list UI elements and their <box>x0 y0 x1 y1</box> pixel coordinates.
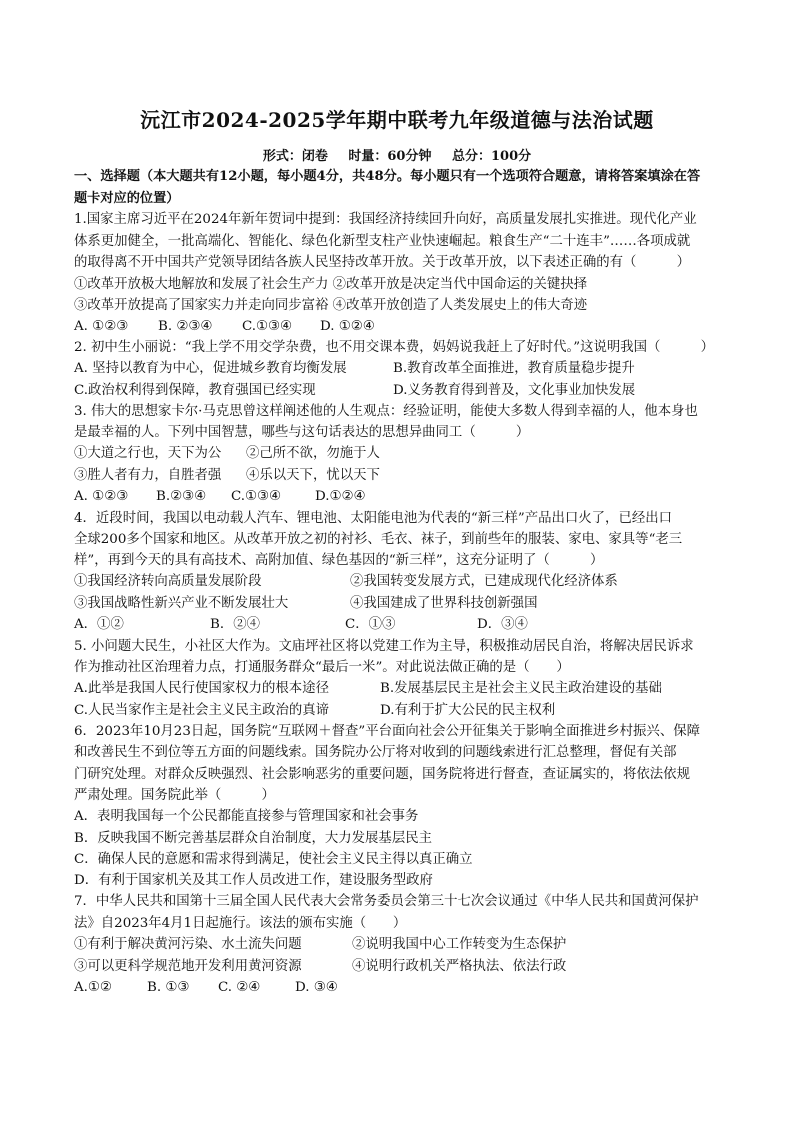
q3-answer-d: D.①②④ <box>315 489 366 504</box>
q7-answer-d: D. ③④ <box>295 980 338 995</box>
q1-statement-line: ①改革开放极大地解放和发展了社会生产力 ②改革开放是决定当代中国命运的关键抉择 <box>74 277 588 292</box>
q1-stem-line: 1.国家主席习近平在2024年新年贺词中提到：我国经济持续回升向好，高质量发展扎实推进。现代化产业 <box>74 212 697 227</box>
q1-answer-a: A. ①②③ <box>74 319 129 334</box>
q4-answer-d: D．③④ <box>477 617 528 632</box>
q7-statement-3: ③可以更科学规范地开发利用黄河资源 <box>74 959 302 974</box>
q7-answer-c: C. ②④ <box>218 980 261 995</box>
q1-stem-line: 的取得离不开中国共产党领导团结各族人民坚持改革开放。关于改革开放，以下表述正确的有（ ） <box>74 255 690 270</box>
q4-answer-b: B．②④ <box>210 617 261 632</box>
q4-statement-1: ①我国经济转向高质量发展阶段 <box>74 574 262 589</box>
q6-option-c: C．确保人民的意愿和需求得到满足，使社会主义民主得以真正确立 <box>74 852 473 867</box>
q7-answer-a: A.①② <box>74 980 112 995</box>
q1-answer-b: B. ②③④ <box>158 319 213 334</box>
q1-statement-line: ③改革开放提高了国家实力并走向同步富裕 ④改革开放创造了人类发展史上的伟大奇迹 <box>74 298 588 313</box>
q3-answer-c: C.①③④ <box>231 489 282 504</box>
q4-statement-3: ③我国战略性新兴产业不断发展壮大 <box>74 596 289 611</box>
q2-option-c: C.政治权利得到保障，教育强国已经实现 <box>74 383 316 398</box>
q6-option-b: B．反映我国不断完善基层群众自治制度，大力发展基层民主 <box>74 831 432 846</box>
q3-statement-1: ①大道之行也，天下为公 <box>74 446 222 461</box>
q3-statement-3: ③胜人者有力，自胜者强 <box>74 468 222 483</box>
q4-stem-line: 4．近段时间，我国以电动载人汽车、锂电池、太阳能电池为代表的“新三样”产品出口火了，已经出口 <box>74 511 673 526</box>
q3-statement-2: ②己所不欲，勿施于人 <box>246 446 380 461</box>
exam-total-score: 总分：100分 <box>452 149 532 164</box>
q4-answer-c: C．①③ <box>345 617 396 632</box>
section-heading: 一、选择题（本大题共有12小题，每小题4分，共48分。每小题只有一个选项符合题意，请将答案填涂在答 <box>74 169 701 184</box>
q5-option-b: B.发展基层民主是社会主义民主政治建设的基础 <box>380 681 662 696</box>
page-title: 沅江市2024-2025学年期中联考九年级道德与法治试题 <box>140 108 654 132</box>
q4-stem-line: 样”，再到今天的具有高技术、高附加值、绿色基因的“新三样”，这充分证明了（ ） <box>74 553 604 568</box>
q1-stem-line: 体系更加健全，一批高端化、智能化、绿色化新型支柱产业快速崛起。粮食生产“二十连丰”……各项成就 <box>74 234 691 249</box>
q7-stem-line: 法》自2023年4月1日起施行。该法的颁布实施（ ） <box>74 916 407 931</box>
q7-statement-1: ①有利于解决黄河污染、水土流失问题 <box>74 937 302 952</box>
q3-answer-b: B.②③④ <box>156 489 207 504</box>
section-heading-cont: 题卡对应的位置） <box>74 191 180 206</box>
q5-option-a: A.此举是我国人民行使国家权力的根本途径 <box>74 681 329 696</box>
q3-stem-line: 3. 伟大的思想家卡尔·马克思曾这样阐述他的人生观点：经验证明，能使大多数人得到幸福的人，他本身也 <box>74 404 698 419</box>
q7-statement-4: ④说明行政机关严格执法、依法行政 <box>352 959 567 974</box>
q6-option-a: A．表明我国每一个公民都能直接参与管理国家和社会事务 <box>74 809 419 824</box>
q3-stem-line: 是最幸福的人。下列中国智慧，哪些与这句话表达的思想异曲同工（ ） <box>74 425 530 440</box>
q1-answer-c: C.①③④ <box>242 319 293 334</box>
q4-statement-4: ④我国建成了世界科技创新强国 <box>350 596 538 611</box>
q5-stem-line: 5. 小问题大民生，小社区大作为。文庙坪社区将以党建工作为主导，积极推动居民自治，将解决居民诉求 <box>74 639 694 654</box>
q5-option-c: C.人民当家作主是社会主义民主政治的真谛 <box>74 703 330 718</box>
q2-stem-line: 2. 初中生小丽说：“我上学不用交学杂费，也不用交课本费，妈妈说我赶上了好时代。”这说明我国（ ） <box>74 340 714 355</box>
q3-answer-a: A. ①②③ <box>74 489 129 504</box>
exam-meta <box>0 145 794 164</box>
q2-option-d: D.义务教育得到普及，文化事业加快发展 <box>393 383 636 398</box>
q1-answer-d: D. ①②④ <box>320 319 375 334</box>
q2-option-a: A. 坚持以教育为中心，促进城乡教育均衡发展 <box>74 361 347 376</box>
q4-answer-a: A．①② <box>74 617 124 632</box>
q6-stem-line: 和改善民生不到位等五方面的问题线索。国务院办公厅将对收到的问题线索进行汇总整理，督促有关部 <box>74 745 677 760</box>
q6-stem-line: 6．2023年10月23日起，国务院“互联网＋督查”平台面向社会公开征集关于影响全面推进乡村振兴、保障 <box>74 724 700 739</box>
q6-stem-line: 严肃处理。国务院此举（ ） <box>74 788 275 803</box>
q5-option-d: D.有利于扩大公民的民主权利 <box>380 703 556 718</box>
q5-stem-line: 作为推动社区治理着力点，打通服务群众“最后一米”。对此说法做正确的是（ ） <box>74 660 570 675</box>
exam-format: 形式：闭卷 <box>262 149 328 164</box>
q4-stem-line: 全球200多个国家和地区。从改革开放之初的衬衫、毛衣、袜子，到前些年的服装、家电、家具等“老三 <box>74 532 683 547</box>
q3-statement-4: ④乐以天下，忧以天下 <box>246 468 380 483</box>
q2-option-b: B.教育改革全面推进，教育质量稳步提升 <box>393 361 635 376</box>
q7-stem-line: 7．中华人民共和国第十三届全国人民代表大会常务委员会第三十七次会议通过《中华人民共和国黄河保护 <box>74 894 699 909</box>
q6-option-d: D．有利于国家机关及其工作人员改进工作，建设服务型政府 <box>74 873 433 888</box>
q7-statement-2: ②说明我国中心工作转变为生态保护 <box>352 937 567 952</box>
q4-statement-2: ②我国转变发展方式，已建成现代化经济体系 <box>350 574 618 589</box>
q7-answer-b: B. ①③ <box>147 980 190 995</box>
q6-stem-line: 门研究处理。对群众反映强烈、社会影响恶劣的重要问题，国务院将进行督查，查证属实的，将依法依规 <box>74 767 690 782</box>
exam-duration: 时量：60分钟 <box>348 149 432 164</box>
